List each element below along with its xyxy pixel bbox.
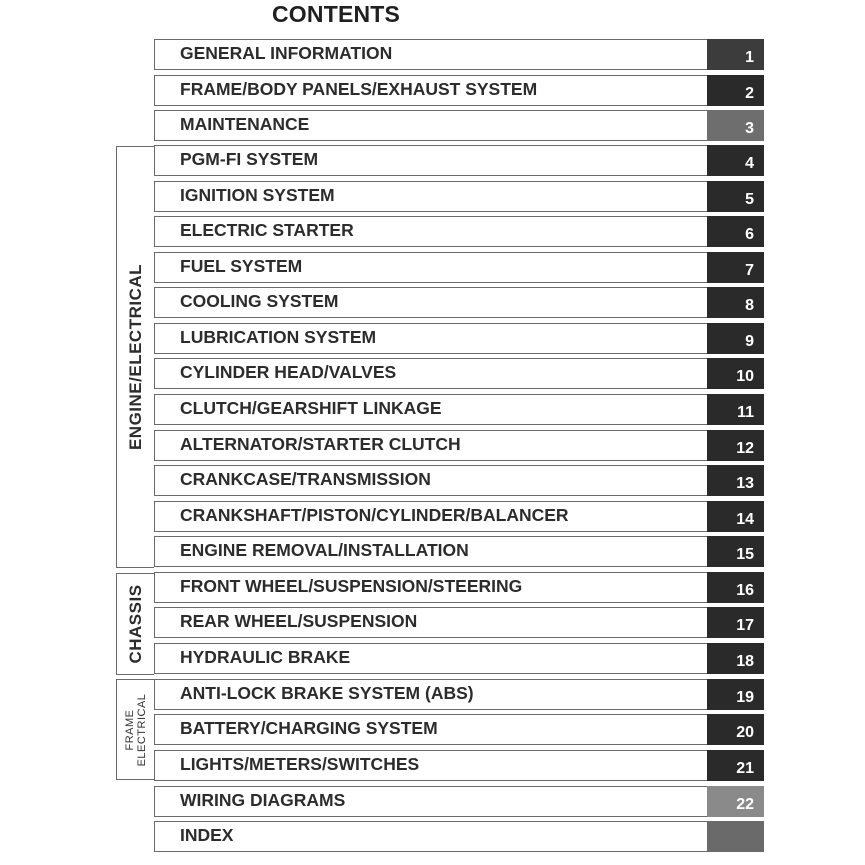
section-number: 21: [736, 759, 754, 777]
section-label: ALTERNATOR/STARTER CLUTCH: [180, 434, 461, 454]
section-row[interactable]: [154, 252, 764, 283]
section-tab[interactable]: [707, 252, 764, 283]
section-label: MAINTENANCE: [180, 114, 310, 134]
section-label: LIGHTS/METERS/SWITCHES: [180, 754, 420, 774]
section-row[interactable]: [154, 181, 764, 212]
section-label: CYLINDER HEAD/VALVES: [180, 362, 397, 382]
section-row[interactable]: [154, 39, 764, 70]
section-tab[interactable]: [707, 821, 764, 852]
group-label-frame-electrical: [124, 693, 148, 766]
section-tab[interactable]: [707, 287, 764, 318]
section-label: REAR WHEEL/SUSPENSION: [180, 611, 418, 631]
section-label: PGM-FI SYSTEM: [180, 149, 319, 169]
section-tab[interactable]: [707, 572, 764, 603]
section-tab[interactable]: [707, 643, 764, 674]
section-number: 5: [745, 190, 754, 208]
group-label-chassis: CHASSIS: [125, 584, 145, 664]
section-row[interactable]: [154, 430, 764, 461]
section-row[interactable]: [154, 501, 764, 532]
section-number: 10: [736, 367, 754, 385]
section-row[interactable]: [154, 714, 764, 745]
section-row[interactable]: [154, 643, 764, 674]
section-tab[interactable]: [707, 679, 764, 710]
section-label: ANTI-LOCK BRAKE SYSTEM (ABS): [180, 683, 474, 703]
section-tab[interactable]: [707, 786, 764, 817]
group-frame-electrical: [116, 679, 154, 780]
section-label: ENGINE REMOVAL/INSTALLATION: [180, 540, 469, 560]
section-tab[interactable]: [707, 216, 764, 247]
section-row[interactable]: [154, 394, 764, 425]
section-row[interactable]: [154, 465, 764, 496]
section-tab[interactable]: [707, 714, 764, 745]
section-label: IGNITION SYSTEM: [180, 185, 335, 205]
section-number: 18: [736, 652, 754, 670]
section-row[interactable]: [154, 821, 764, 852]
section-label: ELECTRIC STARTER: [180, 220, 354, 240]
section-row[interactable]: [154, 536, 764, 567]
section-label: GENERAL INFORMATION: [180, 43, 393, 63]
section-row[interactable]: [154, 323, 764, 354]
section-label: HYDRAULIC BRAKE: [180, 647, 351, 667]
section-row[interactable]: [154, 216, 764, 247]
page-title: CONTENTS: [272, 1, 401, 27]
section-row[interactable]: [154, 607, 764, 638]
section-tab[interactable]: [707, 501, 764, 532]
group-label-frame-line2: ELECTRICAL: [135, 693, 148, 766]
section-row[interactable]: [154, 110, 764, 141]
section-label: BATTERY/CHARGING SYSTEM: [180, 718, 438, 738]
section-number: 3: [745, 119, 754, 137]
section-number: 17: [736, 616, 754, 634]
section-row[interactable]: [154, 287, 764, 318]
section-number: 12: [736, 439, 754, 457]
section-number: 7: [745, 261, 754, 279]
section-row[interactable]: [154, 786, 764, 817]
section-tab[interactable]: [707, 607, 764, 638]
section-label: CLUTCH/GEARSHIFT LINKAGE: [180, 398, 442, 418]
section-label: FUEL SYSTEM: [180, 256, 303, 276]
section-label: LUBRICATION SYSTEM: [180, 327, 377, 347]
section-number: 4: [745, 154, 754, 172]
section-number: 14: [736, 510, 754, 528]
section-tab[interactable]: [707, 75, 764, 106]
group-chassis: [116, 573, 154, 675]
section-number: 11: [737, 403, 754, 421]
section-tab[interactable]: [707, 465, 764, 496]
section-number: 22: [736, 795, 754, 813]
section-number: 2: [745, 84, 754, 102]
section-tab[interactable]: [707, 145, 764, 176]
section-tab[interactable]: [707, 358, 764, 389]
section-label: COOLING SYSTEM: [180, 291, 339, 311]
section-row[interactable]: [154, 572, 764, 603]
section-number: 6: [745, 225, 754, 243]
section-label: FRAME/BODY PANELS/EXHAUST SYSTEM: [180, 79, 538, 99]
section-label: CRANKCASE/TRANSMISSION: [180, 469, 431, 489]
section-row[interactable]: [154, 750, 764, 781]
section-row[interactable]: [154, 358, 764, 389]
section-tab[interactable]: [707, 181, 764, 212]
section-tab[interactable]: [707, 110, 764, 141]
group-label-frame-line1: FRAME: [123, 709, 136, 751]
section-number: 19: [736, 688, 754, 706]
section-tab[interactable]: [707, 39, 764, 70]
section-tab[interactable]: [707, 394, 764, 425]
section-tab[interactable]: [707, 536, 764, 567]
section-row[interactable]: [154, 145, 764, 176]
section-number: 15: [736, 545, 754, 563]
section-label: WIRING DIAGRAMS: [180, 790, 346, 810]
section-number: 16: [736, 581, 754, 599]
section-label: INDEX: [180, 825, 234, 845]
section-tab[interactable]: [707, 430, 764, 461]
section-number: 13: [736, 474, 754, 492]
section-label: CRANKSHAFT/PISTON/CYLINDER/BALANCER: [180, 505, 569, 525]
section-number: 1: [745, 48, 754, 66]
section-tab[interactable]: [707, 750, 764, 781]
section-tab[interactable]: [707, 323, 764, 354]
group-label-engine-electrical: ENGINE/ELECTRICAL: [125, 263, 145, 451]
section-number: 20: [736, 723, 754, 741]
section-label: FRONT WHEEL/SUSPENSION/STEERING: [180, 576, 523, 596]
section-number: 8: [745, 296, 754, 314]
section-row[interactable]: [154, 75, 764, 106]
section-row[interactable]: [154, 679, 764, 710]
group-engine-electrical: [116, 146, 154, 568]
section-number: 9: [745, 332, 754, 350]
